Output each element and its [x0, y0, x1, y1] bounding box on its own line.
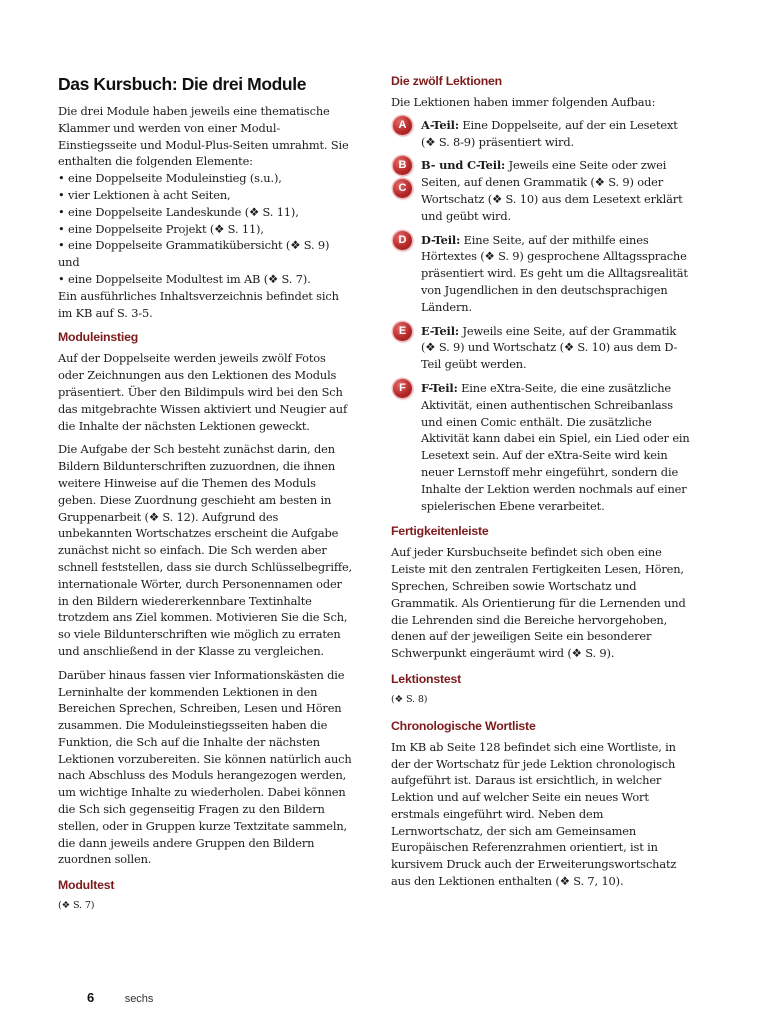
- lesson-text: Jeweils eine Seite oder zwei Seiten, auf denen Grammatik (❖ S. 9) oder Wortschatz (❖ S. 10) aus dem Lesetext erklärt und geübt wird.: [421, 158, 683, 223]
- lesson-part-d: [391, 232, 691, 316]
- paragraph: Darüber hinaus fassen vier Informationskästen die Lerninhalte der kommenden Lektionen in den Bereichen Sprechen, Schreiben, Lesen und Hören zusammen. Die Moduleinstiegsseiten haben die Funktion, die Sch auf die Inhalte der nächsten Lektionen vorzubereiten. Sie können natürlich auch nach Abschluss des Moduls herangezogen werden, um wichtige Inhalte zu wiederholen. Dabei können die Sch sich gegenseitig Fragen zu den Bildern stellen, oder in Gruppen kurze Textzitate sammeln, die dann jeweils andere Gruppen den Bildern zuordnen sollen.: [58, 667, 352, 867]
- page-number: 6: [87, 990, 95, 1005]
- intro-list-item: • eine Doppelseite Modultest im AB (❖ S. 7).: [58, 271, 311, 286]
- badge-d-icon: D: [393, 231, 412, 250]
- lesson-part-bc: [391, 157, 691, 224]
- heading-wortliste: Chronologische Wortliste: [391, 718, 536, 733]
- page-footer: [87, 989, 153, 1007]
- lesson-label: D-Teil:: [421, 232, 461, 247]
- lesson-part-a: [391, 117, 691, 151]
- intro-text: Die drei Module haben jeweils eine thematische Klammer und werden von einer Modul-Einstiegsseite und Modul-Plus-Seiten umrahmt. Sie enthalten die folgenden Elemente:: [58, 104, 349, 169]
- intro-list-item: • eine Doppelseite Projekt (❖ S. 11),: [58, 221, 264, 236]
- right-column: [391, 70, 691, 897]
- badge-f-icon: F: [393, 379, 412, 398]
- heading-modultest: Modultest: [58, 878, 115, 893]
- lesson-label: B- und C-Teil:: [421, 158, 506, 173]
- page-title: Das Kursbuch: Die drei Module: [58, 74, 307, 94]
- lesson-text: Eine Seite, auf der mithilfe eines Hörtextes (❖ S. 9) gesprochene Alltagssprache präsentiert wird. Es geht um die Alltagsrealität von Jugendlichen in den deutschsprachigen Ländern.: [421, 232, 688, 314]
- intro-list-item: • eine Doppelseite Moduleinstieg (s.u.),: [58, 171, 282, 186]
- intro-list-item: • eine Doppelseite Grammatikübersicht (❖ S. 9) und: [58, 238, 330, 270]
- page-number-word: sechs: [124, 993, 154, 1005]
- lesson-description: [421, 157, 691, 224]
- heading-lektionstest: Lektionstest: [391, 671, 462, 686]
- heading-fertigkeitenleiste: Fertigkeitenleiste: [391, 524, 489, 539]
- lesson-description: [421, 380, 691, 514]
- lesson-text: Eine eXtra-Seite, die eine zusätzliche Aktivität, einen authentischen Schreibanlass und einen Comic enthält. Die zusätzliche Aktivität kann dabei ein Spiel, ein Lied oder ein Lesetext sein. Auf der eXtra-Seite wird kein neuer Lernstoff mehr eingeführt, sondern die Inhalte der Lektion werden nochmals auf einer spielerischen Ebene verarbeitet.: [421, 380, 690, 513]
- intro-list-item: • vier Lektionen à acht Seiten,: [58, 187, 231, 202]
- badge-c-icon: C: [393, 179, 412, 198]
- left-column: [58, 70, 354, 922]
- intro-list-item: • eine Doppelseite Landeskunde (❖ S. 11),: [58, 204, 299, 219]
- lesson-label: F-Teil:: [421, 380, 458, 395]
- modultest-reference: (❖ S. 7): [58, 900, 95, 912]
- paragraph: Auf der Doppelseite werden jeweils zwölf Fotos oder Zeichnungen aus den Lektionen des Moduls präsentiert. Über den Bildimpuls wird bei den Sch das mitgebrachte Wissen aktiviert und Neugier auf die Inhalte der nächsten Lektionen geweckt.: [58, 351, 348, 433]
- badge-e-icon: E: [393, 322, 412, 341]
- lesson-description: [421, 232, 691, 316]
- heading-moduleinstieg: Moduleinstieg: [58, 330, 139, 345]
- lesson-description: [421, 117, 691, 151]
- lesson-part-f: [391, 380, 691, 514]
- lesson-label: E-Teil:: [421, 323, 459, 338]
- paragraph: Im KB ab Seite 128 befindet sich eine Wortliste, in der der Wortschatz für jede Lektion chronologisch aufgeführt ist. Daraus ist ersichtlich, in welcher Lektion und auf welcher Seite ein neues Wort erstmals eingeführt wird. Neben dem Lernwortschatz, der sich am Gemeinsamen Europäischen Referenzrahmen orientiert, ist in kursivem Druck auch der Erweiterungswortschatz aus den Lektionen enthalten (❖ S. 7, 10).: [391, 739, 677, 889]
- intro-paragraph: [58, 103, 354, 321]
- lesson-part-e: [391, 323, 691, 373]
- lesson-label: A-Teil:: [421, 117, 459, 132]
- lektionen-intro: Die Lektionen haben immer folgenden Aufbau:: [391, 95, 656, 109]
- badge-b-icon: B: [393, 156, 412, 175]
- paragraph: Auf jeder Kursbuchseite befindet sich oben eine Leiste mit den zentralen Fertigkeiten Lesen, Hören, Sprechen, Schreiben sowie Wortschatz und Grammatik. Als Orientierung für die Lernenden und die Lehrenden sind die Bereiche hervorgehoben, denen auf der jeweiligen Seite ein besonderer Schwerpunkt eingeräumt wird (❖ S. 9).: [391, 545, 686, 661]
- paragraph: Die Aufgabe der Sch besteht zunächst darin, den Bildern Bildunterschriften zuzuordnen, die ihnen weitere Hinweise auf die Themen des Moduls geben. Diese Zuordnung geschieht am besten in Gruppenarbeit (❖ S. 12). Aufgrund des unbekannten Wortschatzes erscheint die Aufgabe zunächst nicht so einfach. Die Sch werden aber schnell feststellen, dass sie durch Schlüsselbegriffe, internationale Wörter, durch Personennamen oder in den Bildern wiedererkennbare Textinhalte trotzdem ans Ziel kommen. Motivieren Sie die Sch, so viele Bildunterschriften wie möglich zu erraten und anschließend in der Klasse zu vergleichen.: [58, 442, 353, 658]
- lesson-text: Eine Doppelseite, auf der ein Lesetext (❖ S. 8-9) präsentiert wird.: [421, 117, 678, 149]
- badge-a-icon: A: [393, 116, 412, 135]
- heading-lektionen: Die zwölf Lektionen: [391, 74, 502, 88]
- intro-text: Ein ausführliches Inhaltsverzeichnis befindet sich im KB auf S. 3-5.: [58, 288, 339, 320]
- lesson-description: [421, 323, 691, 373]
- lektionstest-reference: (❖ S. 8): [391, 693, 428, 705]
- lesson-text: Jeweils eine Seite, auf der Grammatik (❖ S. 9) und Wortschatz (❖ S. 10) aus dem D-Teil geübt werden.: [421, 323, 678, 372]
